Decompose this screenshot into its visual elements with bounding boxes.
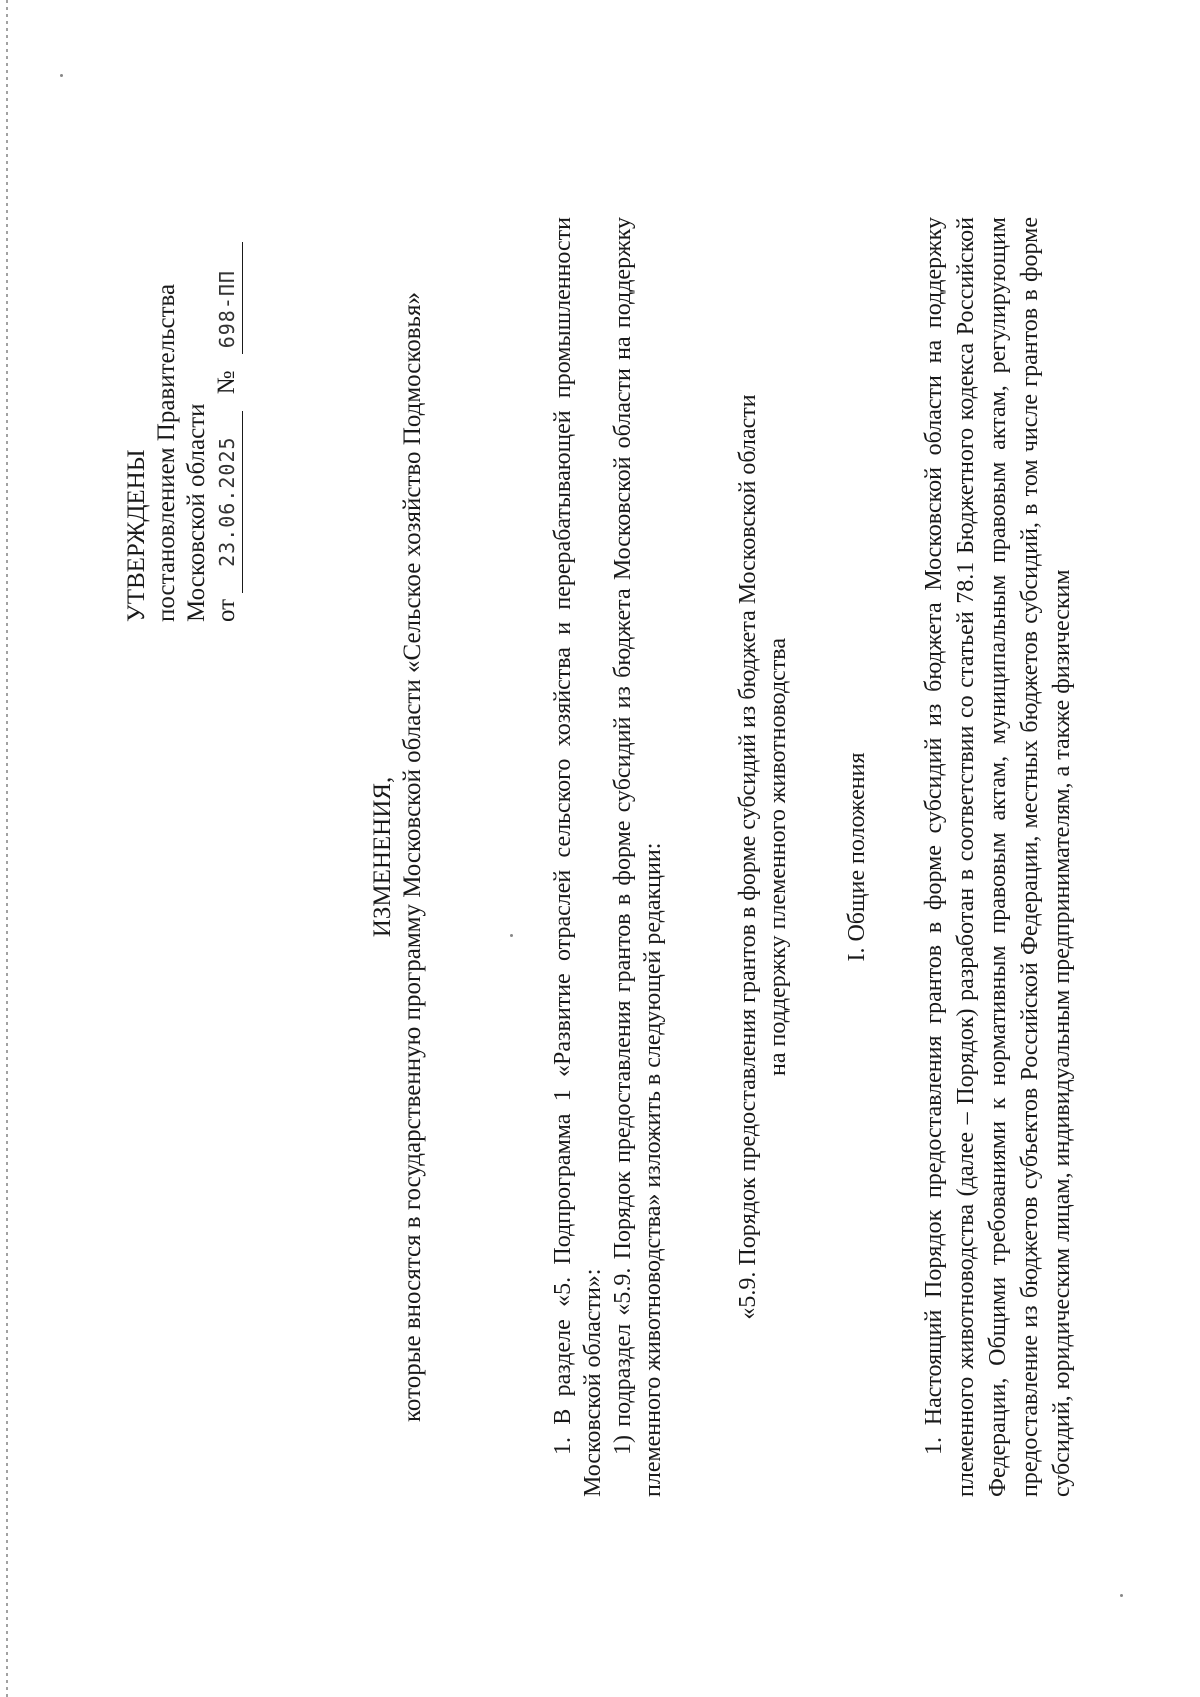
subsection-heading-line-2: на поддержку племенного животноводства (765, 638, 791, 1076)
number-sign: № (213, 370, 240, 395)
section-heading-general: I. Общие положения (844, 752, 870, 962)
paragraph-1: 1. В разделе «5. Подпрограмма 1 «Развитие отраслей сельского хозяйства и перерабатывающей промышленности Московской области»: (550, 217, 606, 1497)
approval-title: УТВЕРЖДЕНЫ (123, 449, 150, 622)
approval-number: 698-ПП (212, 242, 243, 354)
scan-speck (60, 74, 63, 77)
scan-speck (510, 934, 513, 937)
from-label: от (213, 598, 240, 622)
document-title: ИЗМЕНЕНИЯ, (369, 776, 396, 938)
subsection-heading-line-1: «5.9. Порядок предоставления грантов в форме субсидий из бюджета Московской области (735, 394, 761, 1320)
approval-date: 23.06.2025 (212, 411, 243, 593)
approval-issuer: постановлением Правительства (153, 283, 180, 622)
subsection-heading-5-9 (733, 217, 793, 1497)
approval-region: Московской области (183, 403, 210, 622)
document-header (368, 217, 428, 1497)
approval-stamp (122, 242, 243, 622)
approval-date-line (212, 242, 243, 622)
paragraph-general-1: 1. Настоящий Порядок предоставления грантов в форме субсидий из бюджета Московской области на поддержку племенного животноводства (далее – Порядок) разработан в соответствии со статьей 78.1 Бюджетного кодекса Российской Федерации, Общими требованиями к нормативным правовым актам, муниципальным правовым актам, регулирующим предоставление из бюджетов субъектов Российской Федерации, местных бюджетов субсидий, в том числе грантов в форме субсидий, юридическим лицам, индивидуальным предпринимателям, а также физическим (921, 217, 1075, 1497)
document-subtitle: которые вносятся в государственную программу Московской области «Сельское хозяйство Подмосковья» (399, 292, 426, 1422)
paragraph-1-item-1: 1) подраздел «5.9. Порядок предоставления грантов в форме субсидий из бюджета Московской области на поддержку племенного животноводства» изложить в следующей редакции: (610, 217, 666, 1497)
scan-speck (1120, 1594, 1123, 1597)
